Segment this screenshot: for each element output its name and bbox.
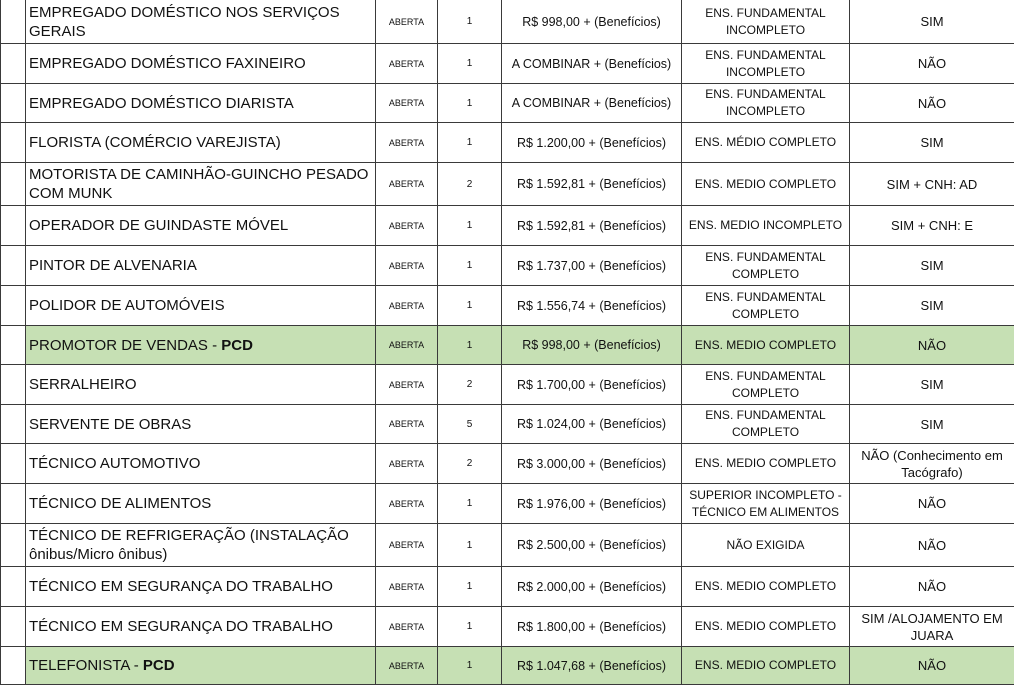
experience-requirement: SIM [920,258,944,273]
salary-cell[interactable] [502,444,682,484]
education-cell[interactable] [682,84,850,123]
quantity-cell[interactable] [438,405,502,444]
experience-requirement: SIM [920,416,944,432]
salary: R$ 2.500,00 + (Benefícios) [516,538,667,552]
job-title: FLORISTA (COMÉRCIO VAREJISTA) [29,134,281,151]
quantity-cell[interactable] [438,286,502,326]
salary-cell[interactable] [502,44,682,84]
salary-cell[interactable] [502,326,682,365]
quantity-cell[interactable] [438,444,502,484]
experience-cell[interactable] [850,647,1014,685]
table-row [1,326,1014,365]
experience-requirement: SIM + CNH: E [891,218,973,233]
education-requirement: ENS. MEDIO COMPLETO [694,579,837,593]
experience-requirement: SIM + CNH: AD [886,176,978,192]
vacancy-quantity: 1 [466,621,473,632]
table-row [1,44,1014,84]
job-title-cell[interactable] [26,326,376,365]
salary-cell[interactable] [502,84,682,123]
pcd-label: PCD [221,336,253,354]
status-cell[interactable] [376,44,438,84]
job-title-cell[interactable] [26,365,376,405]
salary-cell[interactable] [502,365,682,405]
row-gutter [1,567,26,607]
experience-cell[interactable] [850,365,1014,405]
education-requirement: ENS. MEDIO INCOMPLETO [688,218,843,232]
salary: R$ 1.700,00 + (Benefícios) [516,377,667,392]
job-title: PROMOTOR DE VENDAS - [29,336,222,354]
status-cell[interactable] [376,524,438,567]
salary-cell[interactable] [502,246,682,286]
row-gutter [1,484,26,524]
experience-cell[interactable] [850,84,1014,123]
quantity-cell[interactable] [438,0,502,44]
education-cell[interactable] [682,484,850,524]
vacancy-quantity: 1 [466,58,473,69]
salary: R$ 1.592,81 + (Benefícios) [516,177,667,191]
salary: R$ 1.556,74 + (Benefícios) [516,298,667,313]
vacancy-status: ABERTA [388,379,425,390]
job-title-cell[interactable] [26,246,376,286]
row-gutter [1,246,26,286]
experience-cell[interactable] [850,567,1014,607]
table-row [1,84,1014,123]
job-title-cell[interactable] [26,44,376,84]
salary: R$ 1.047,68 + (Benefícios) [516,658,667,673]
table-row [1,444,1014,484]
table-row [1,647,1014,685]
job-title-cell[interactable] [26,444,376,484]
job-title: OPERADOR DE GUINDASTE MÓVEL [29,217,289,234]
table-row [1,123,1014,163]
education-requirement: ENS. FUNDAMENTAL INCOMPLETO [705,87,826,118]
salary: A COMBINAR + (Benefícios) [511,56,672,71]
quantity-cell[interactable] [438,123,502,163]
education-cell[interactable] [682,567,850,607]
experience-requirement: SIM [920,377,944,392]
salary: R$ 1.200,00 + (Benefícios) [516,135,667,150]
table-row [1,206,1014,246]
job-title: POLIDOR DE AUTOMÓVEIS [29,297,225,314]
education-cell[interactable] [682,206,850,246]
row-gutter [1,44,26,84]
salary: R$ 3.000,00 + (Benefícios) [516,456,667,471]
status-cell[interactable] [376,206,438,246]
status-cell[interactable] [376,444,438,484]
vacancy-status: ABERTA [388,16,425,27]
experience-cell[interactable] [850,246,1014,286]
job-title: PINTOR DE ALVENARIA [29,257,197,274]
row-gutter [1,286,26,326]
row-gutter [1,607,26,647]
vacancy-status: ABERTA [388,540,425,550]
quantity-cell[interactable] [438,163,502,206]
experience-cell[interactable] [850,206,1014,246]
salary: R$ 1.592,81 + (Benefícios) [516,218,667,233]
quantity-cell[interactable] [438,647,502,685]
education-requirement: ENS. MEDIO COMPLETO [694,176,837,191]
vacancy-quantity: 5 [466,418,473,430]
job-title-cell[interactable] [26,647,376,685]
job-title: TÉCNICO DE REFRIGERAÇÃO (INSTALAÇÃO ônibus/Micro ônibus) [29,527,349,563]
education-requirement: ENS. FUNDAMENTAL COMPLETO [705,368,826,400]
table-row [1,524,1014,567]
vacancy-status: ABERTA [388,660,425,671]
vacancy-quantity: 1 [466,16,473,27]
table-body [1,0,1014,685]
education-cell[interactable] [682,365,850,405]
education-requirement: SUPERIOR INCOMPLETO - TÉCNICO EM ALIMENTOS [689,487,842,519]
row-gutter [1,0,26,44]
job-title: EMPREGADO DOMÉSTICO NOS SERVIÇOS GERAIS [29,3,340,40]
job-title-cell[interactable] [26,0,376,44]
education-cell[interactable] [682,0,850,44]
table-row [1,484,1014,524]
row-gutter [1,123,26,163]
education-requirement: ENS. MÉDIO COMPLETO [694,135,837,149]
salary: R$ 1.024,00 + (Benefícios) [516,417,667,431]
table-row [1,405,1014,444]
row-gutter [1,647,26,685]
salary: R$ 1.976,00 + (Benefícios) [516,496,667,511]
salary-cell[interactable] [502,484,682,524]
education-requirement: ENS. MEDIO COMPLETO [694,619,837,633]
salary-cell[interactable] [502,286,682,326]
table-row [1,246,1014,286]
vacancy-quantity: 1 [466,339,473,351]
vacancy-quantity: 1 [466,498,473,509]
vacancy-quantity: 1 [466,581,473,592]
experience-cell[interactable] [850,44,1014,84]
experience-requirement: NÃO [917,95,947,111]
vacancy-quantity: 2 [466,458,473,469]
education-requirement: ENS. MEDIO COMPLETO [694,337,837,352]
table-row [1,163,1014,206]
quantity-cell[interactable] [438,44,502,84]
pcd-label: PCD [142,657,175,674]
status-cell[interactable] [376,286,438,326]
status-cell[interactable] [376,607,438,647]
status-cell[interactable] [376,163,438,206]
quantity-cell[interactable] [438,84,502,123]
vacancy-status: ABERTA [388,498,425,509]
experience-requirement: SIM /ALOJAMENTO EM JUARA [861,610,1003,643]
job-title-cell[interactable] [26,484,376,524]
salary-cell[interactable] [502,123,682,163]
vacancy-status: ABERTA [388,581,425,592]
experience-cell[interactable] [850,286,1014,326]
table-row [1,567,1014,607]
experience-cell[interactable] [850,405,1014,444]
salary-cell[interactable] [502,206,682,246]
education-cell[interactable] [682,163,850,206]
salary-cell[interactable] [502,607,682,647]
status-cell[interactable] [376,246,438,286]
row-gutter [1,84,26,123]
education-requirement: ENS. MEDIO COMPLETO [694,658,837,672]
vacancy-quantity: 2 [466,379,473,390]
quantity-cell[interactable] [438,365,502,405]
job-title-cell[interactable] [26,286,376,326]
salary-cell[interactable] [502,524,682,567]
education-requirement: ENS. FUNDAMENTAL COMPLETO [705,408,826,439]
education-requirement: NÃO EXIGIDA [726,537,805,552]
job-title-cell[interactable] [26,405,376,444]
job-title: EMPREGADO DOMÉSTICO FAXINEIRO [29,55,306,72]
job-title-cell[interactable] [26,84,376,123]
quantity-cell[interactable] [438,524,502,567]
vacancy-status: ABERTA [388,419,425,429]
vacancy-quantity: 1 [466,220,473,231]
status-cell[interactable] [376,84,438,123]
education-requirement: ENS. FUNDAMENTAL COMPLETO [705,249,826,281]
job-title: SERVENTE DE OBRAS [29,415,192,433]
experience-requirement: SIM [920,14,944,29]
experience-cell[interactable] [850,326,1014,365]
vacancy-quantity: 1 [466,660,473,671]
experience-requirement: NÃO [917,337,947,353]
education-cell[interactable] [682,405,850,444]
experience-cell[interactable] [850,123,1014,163]
status-cell[interactable] [376,647,438,685]
vacancy-quantity: 1 [466,97,473,109]
experience-cell[interactable] [850,524,1014,567]
experience-requirement: NÃO [917,496,947,511]
experience-requirement: NÃO (Conhecimento em Tacógrafo) [861,447,1003,480]
job-title: SERRALHEIRO [29,376,137,393]
vacancy-quantity: 2 [466,178,473,190]
vacancy-status: ABERTA [388,137,425,148]
quantity-cell[interactable] [438,206,502,246]
job-title-cell[interactable] [26,123,376,163]
job-title: TÉCNICO DE ALIMENTOS [29,495,212,512]
experience-cell[interactable] [850,444,1014,484]
salary: R$ 1.737,00 + (Benefícios) [516,258,667,273]
experience-requirement: NÃO [917,579,947,594]
status-cell[interactable] [376,484,438,524]
experience-cell[interactable] [850,484,1014,524]
quantity-cell[interactable] [438,326,502,365]
salary-cell[interactable] [502,0,682,44]
quantity-cell[interactable] [438,484,502,524]
job-title-cell[interactable] [26,607,376,647]
quantity-cell[interactable] [438,607,502,647]
education-cell[interactable] [682,246,850,286]
salary: R$ 2.000,00 + (Benefícios) [516,579,667,594]
salary: R$ 998,00 + (Benefícios) [522,338,661,352]
status-cell[interactable] [376,0,438,44]
vacancy-quantity: 1 [466,137,473,148]
job-title-cell[interactable] [26,206,376,246]
status-cell[interactable] [376,365,438,405]
salary-cell[interactable] [502,567,682,607]
job-title: MOTORISTA DE CAMINHÃO-GUINCHO PESADO COM MUNK [29,166,369,202]
vacancy-quantity: 1 [466,300,473,311]
education-cell[interactable] [682,286,850,326]
salary: R$ 998,00 + (Benefícios) [522,14,661,29]
job-title: TÉCNICO EM SEGURANÇA DO TRABALHO [29,618,333,635]
vacancy-status: ABERTA [388,220,425,231]
status-cell[interactable] [376,405,438,444]
experience-cell[interactable] [850,607,1014,647]
table-row [1,607,1014,647]
education-cell[interactable] [682,326,850,365]
vacancy-status: ABERTA [388,340,425,350]
job-title-cell[interactable] [26,567,376,607]
vacancy-status: ABERTA [388,179,425,189]
experience-cell[interactable] [850,0,1014,44]
status-cell[interactable] [376,567,438,607]
job-title: TÉCNICO EM SEGURANÇA DO TRABALHO [29,578,333,595]
status-cell[interactable] [376,326,438,365]
job-title: EMPREGADO DOMÉSTICO DIARISTA [29,94,294,112]
vacancy-status: ABERTA [388,98,425,108]
education-requirement: ENS. FUNDAMENTAL INCOMPLETO [705,47,826,79]
salary-cell[interactable] [502,405,682,444]
quantity-cell[interactable] [438,567,502,607]
job-title-cell[interactable] [26,163,376,206]
education-requirement: ENS. FUNDAMENTAL INCOMPLETO [705,5,826,37]
vacancy-status: ABERTA [388,260,425,271]
row-gutter [1,405,26,444]
job-title: TELEFONISTA - [29,657,143,674]
experience-requirement: SIM [920,298,944,313]
table-row [1,365,1014,405]
experience-requirement: SIM [920,135,944,150]
vacancy-status: ABERTA [388,621,425,632]
table-row [1,0,1014,44]
row-gutter [1,524,26,567]
salary-cell[interactable] [502,163,682,206]
education-cell[interactable] [682,524,850,567]
vacancy-status: ABERTA [388,58,425,69]
vacancy-status: ABERTA [388,300,425,311]
row-gutter [1,365,26,405]
row-gutter [1,444,26,484]
education-requirement: ENS. FUNDAMENTAL COMPLETO [705,289,826,321]
vacancy-quantity: 1 [466,539,473,551]
education-requirement: ENS. MEDIO COMPLETO [694,456,837,470]
row-gutter [1,326,26,365]
education-cell[interactable] [682,444,850,484]
row-gutter [1,206,26,246]
education-cell[interactable] [682,44,850,84]
vacancy-quantity: 1 [466,260,473,271]
job-title: TÉCNICO AUTOMOTIVO [29,455,201,472]
education-cell[interactable] [682,647,850,685]
education-cell[interactable] [682,607,850,647]
experience-cell[interactable] [850,163,1014,206]
experience-requirement: NÃO [917,658,947,673]
experience-requirement: NÃO [917,537,947,553]
salary: A COMBINAR + (Benefícios) [511,96,672,110]
job-title-cell[interactable] [26,524,376,567]
status-cell[interactable] [376,123,438,163]
experience-requirement: NÃO [917,56,947,71]
education-cell[interactable] [682,123,850,163]
quantity-cell[interactable] [438,246,502,286]
salary-cell[interactable] [502,647,682,685]
row-gutter [1,163,26,206]
table-row [1,286,1014,326]
vacancy-status: ABERTA [388,458,425,469]
salary: R$ 1.800,00 + (Benefícios) [516,619,667,634]
